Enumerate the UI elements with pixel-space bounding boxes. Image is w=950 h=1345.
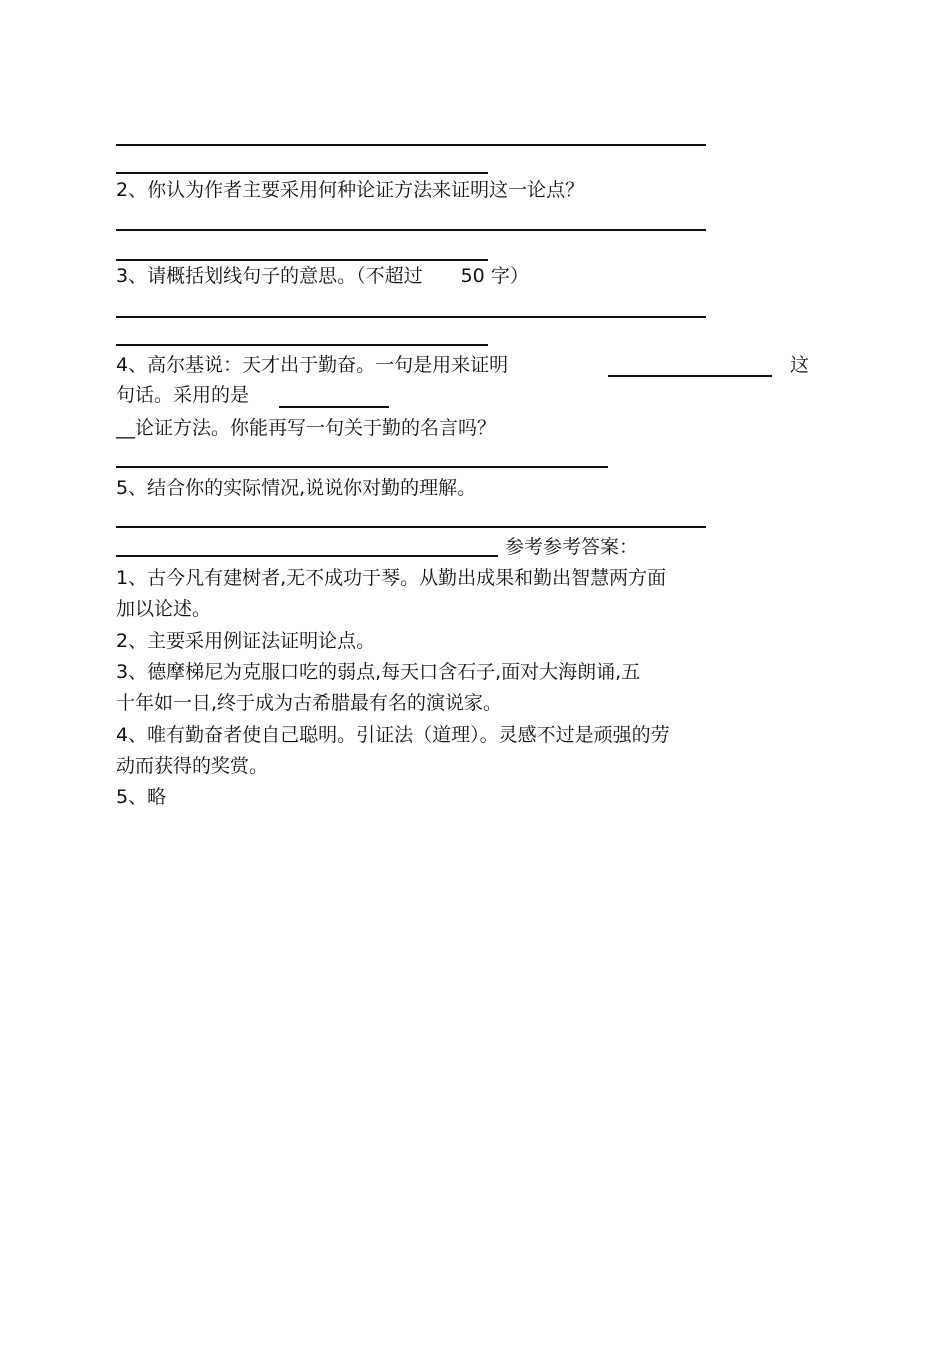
answer-3-line2: 十年如一日,终于成为古希腊最有名的演说家。	[116, 692, 503, 714]
answer-line	[116, 466, 608, 468]
question-2: 2、你认为作者主要采用何种论证方法来证明这一论点？	[116, 179, 585, 201]
answer-2: 2、主要采用例证法证明论点。	[116, 630, 376, 652]
question-3-limit: 50	[460, 265, 485, 287]
answer-4-line2: 动而获得的奖赏。	[116, 755, 269, 777]
answer-1-line1: 1、古今凡有建树者,无不成功于琴。从勤出成果和勤出智慧两方面	[116, 567, 667, 589]
answer-line	[116, 172, 488, 174]
question-4-line3-text: 论证方法。你能再写一句关于勤的名言吗？	[135, 417, 497, 439]
answer-line	[116, 229, 706, 231]
question-4-line2: 句话。采用的是	[116, 384, 250, 406]
fill-blank	[279, 406, 389, 408]
answer-line	[116, 316, 706, 318]
answer-line	[116, 344, 488, 346]
question-4-line1: 4、高尔基说：天才出于勤奋。一句是用来证明	[116, 354, 509, 376]
question-3-unit: 字）	[490, 265, 529, 287]
answer-line	[116, 259, 488, 261]
answer-line	[116, 144, 706, 146]
answer-5: 5、略	[116, 786, 167, 808]
answer-line	[116, 555, 498, 557]
question-3	[116, 264, 529, 288]
answer-4-line1: 4、唯有勤奋者使自己聪明。引证法（道理）。灵感不过是顽强的劳	[116, 724, 670, 746]
answer-line	[116, 526, 706, 528]
answers-heading: 参考参考答案：	[505, 536, 639, 558]
question-4-zhe: 这	[790, 354, 810, 376]
answer-3-line1: 3、德摩梯尼为克服口吃的弱点,每天口含石子,面对大海朗诵,五	[116, 661, 641, 683]
question-4-blank-prefix: __	[116, 417, 135, 439]
answer-1-line2: 加以论述。	[116, 598, 212, 620]
question-5: 5、结合你的实际情况,说说你对勤的理解。	[116, 477, 477, 499]
question-4-line3	[116, 416, 496, 440]
fill-blank	[608, 375, 772, 377]
question-3-text: 3、请概括划线句子的意思。（不超过	[116, 265, 423, 287]
